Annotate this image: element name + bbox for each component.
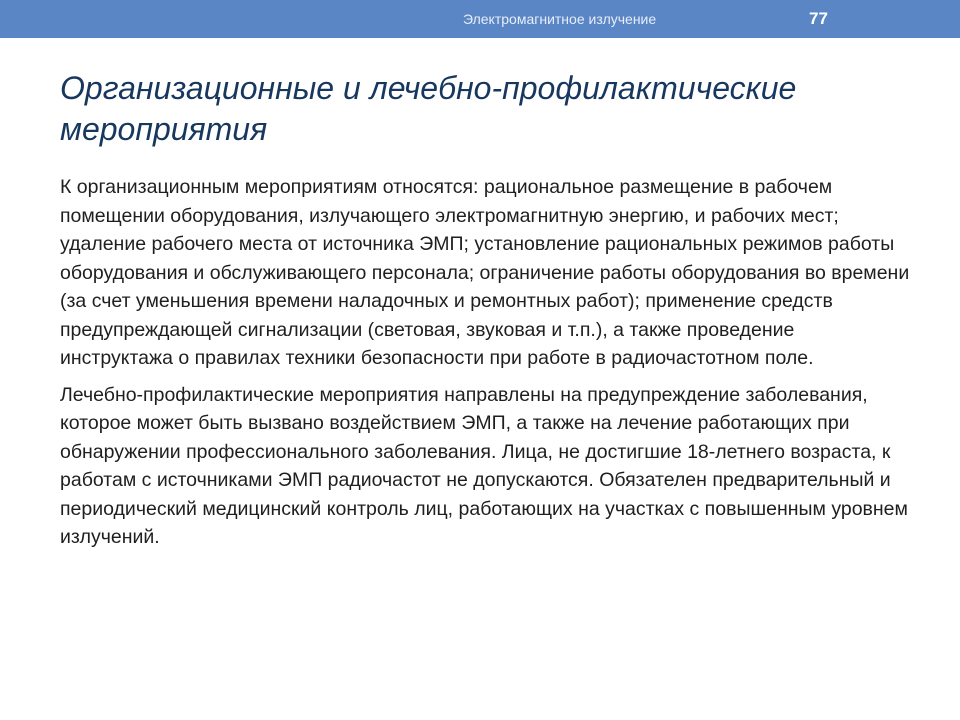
slide-body [60, 173, 910, 560]
slide-title: Организационные и лечебно-профилактические мероприятия [60, 70, 797, 147]
header-bar [0, 0, 960, 38]
slide-subtitle: Электромагнитное излучение [463, 11, 657, 27]
paragraph-organizational-measures: К организационным мероприятиям относятся: рациональное размещение в рабочем помещении оборудования, излучающего электромагнитную энергию, и рабочих мест; удаление рабочего места от источника ЭМП; установление рациональных режимов работы оборудования и обслуживающего персонала; ограничение работы оборудования во времени (за счет уменьшения времени наладочных и ремонтных работ); применение средств предупреждающей сигнализации (световая, звуковая и т.п.), а также проведение инструктажа о правилах техники безопасности при работе в радиочастотном поле. [60, 176, 910, 369]
paragraph-medical-preventive-measures: Лечебно-профилактические мероприятия направлены на предупреждение заболевания, которое может быть вызвано воздействием ЭМП, а также на лечение работающих при обнаружении профессионального заболевания. Лица, не достигшие 18-летнего возраста, к работам с источниками ЭМП радиочастот не допускаются. Обязателен предварительный и периодический медицинский контроль лиц, работающих на участках с повышенным уровнем излучений. [60, 383, 908, 548]
page-number: 77 [809, 9, 828, 28]
